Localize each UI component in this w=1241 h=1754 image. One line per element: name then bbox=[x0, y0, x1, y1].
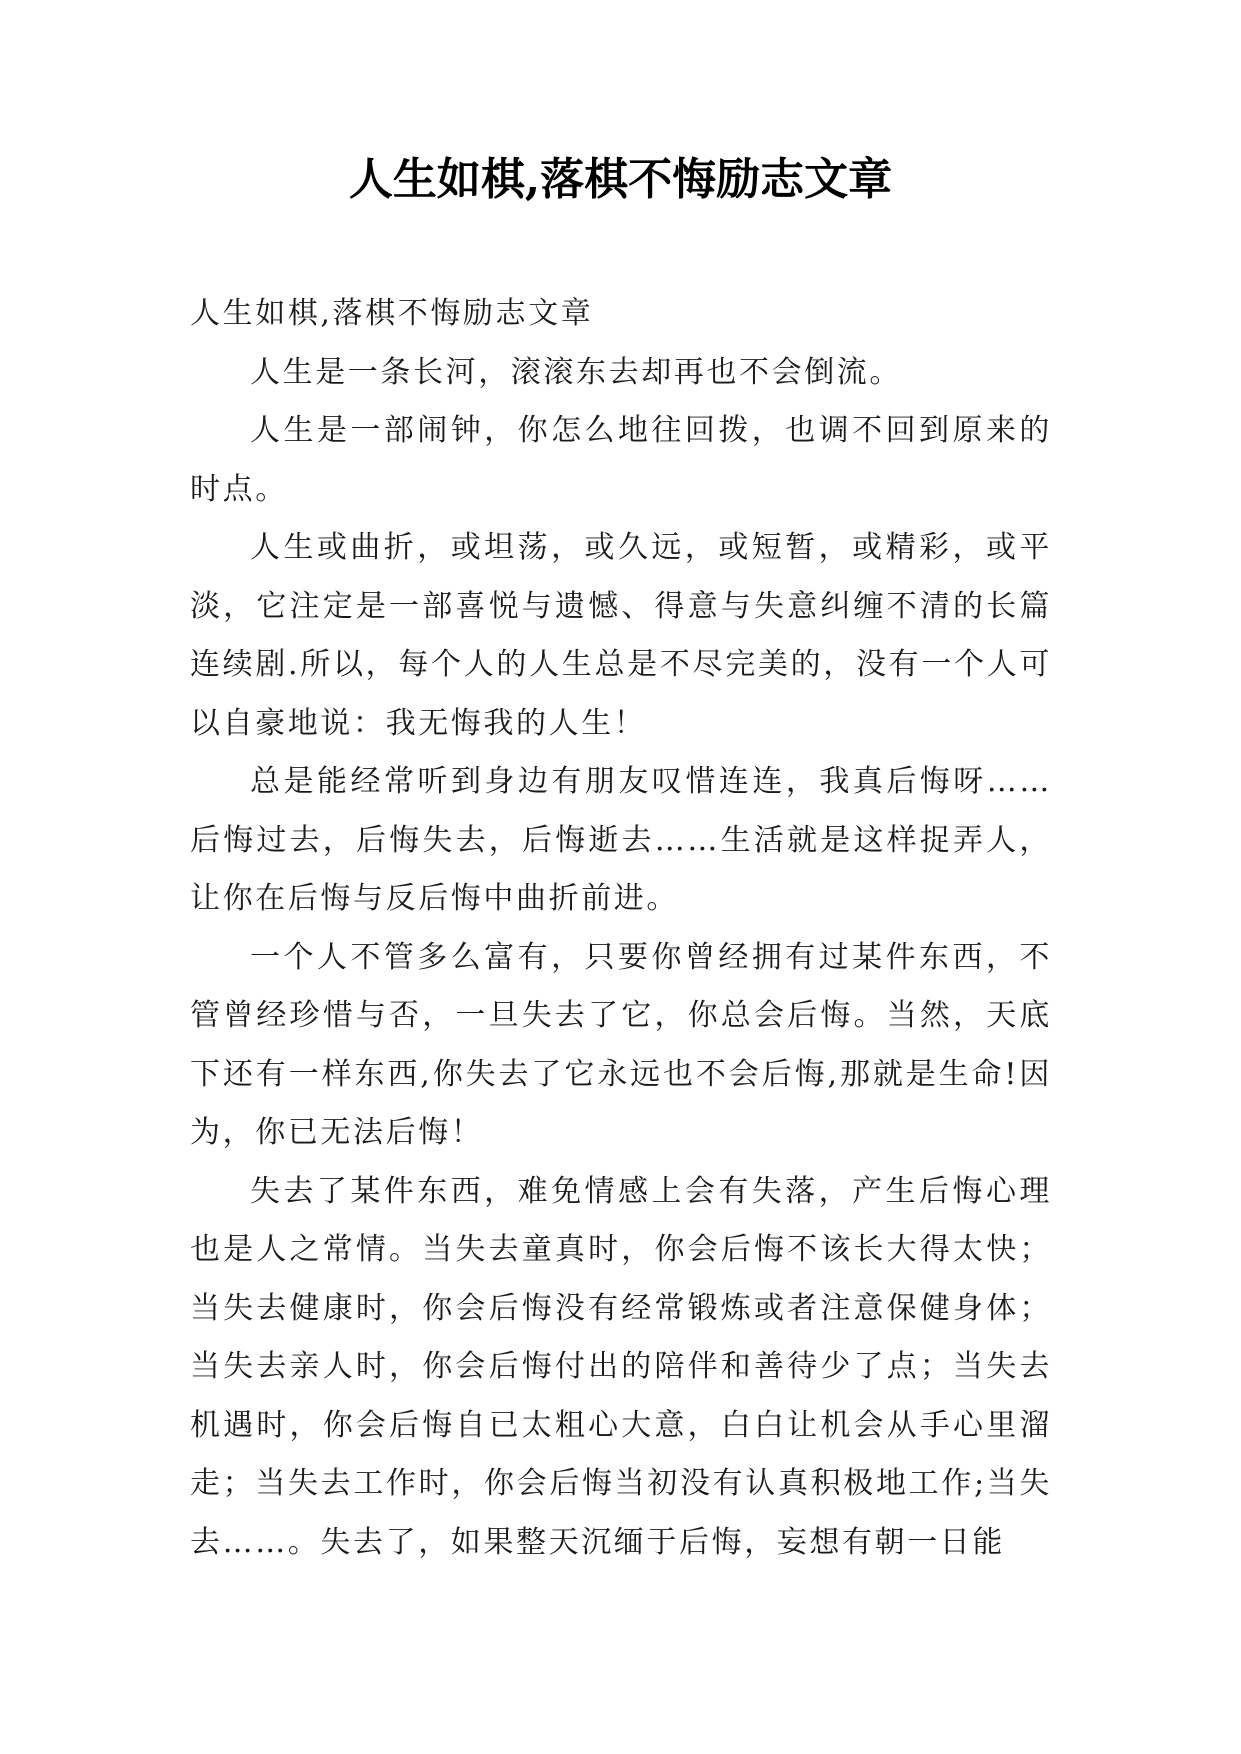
document-title: 人生如棋,落棋不悔励志文章 bbox=[348, 154, 893, 205]
paragraph: 人生或曲折，或坦荡，或久远，或短暂，或精彩，或平淡，它注定是一部喜悦与遗憾、得意与失意纠缠不清的长篇连续剧.所以，每个人的人生总是不尽完美的，没有一个人可以自豪地说：我无悔我的人生！ bbox=[190, 530, 1052, 741]
paragraph: 人生是一条长河，滚滚东去却再也不会倒流。 bbox=[250, 354, 902, 390]
paragraph: 人生是一部闹钟，你怎么地往回拨，也调不回到原来的时点。 bbox=[190, 413, 1052, 507]
document-body bbox=[190, 285, 1052, 1572]
document-subtitle: 人生如棋,落棋不悔励志文章 bbox=[190, 296, 594, 331]
paragraph: 失去了某件东西，难免情感上会有失落，产生后悔心理也是人之常情。当失去童真时，你会后悔不该长大得太快；当失去健康时，你会后悔没有经常锻炼或者注意保健身体；当失去亲人时，你会后悔付出的陪伴和善待少了点；当失去机遇时，你会后悔自已太粗心大意，白白让机会从手心里溜走；当失去工作时，你会后悔当初没有认真积极地工作;当失去……。失去了，如果整天沉缅于后悔，妄想有朝一日能 bbox=[190, 1173, 1052, 1560]
paragraph: 总是能经常听到身边有朋友叹惜连连，我真后悔呀……后悔过去，后悔失去，后悔逝去……生活就是这样捉弄人，让你在后悔与反后悔中曲折前进。 bbox=[190, 764, 1052, 916]
paragraph: 一个人不管多么富有，只要你曾经拥有过某件东西，不管曾经珍惜与否，一旦失去了它，你总会后悔。当然，天底下还有一样东西,你失去了它永远也不会后悔,那就是生命!因为，你已无法后悔！ bbox=[190, 939, 1052, 1150]
